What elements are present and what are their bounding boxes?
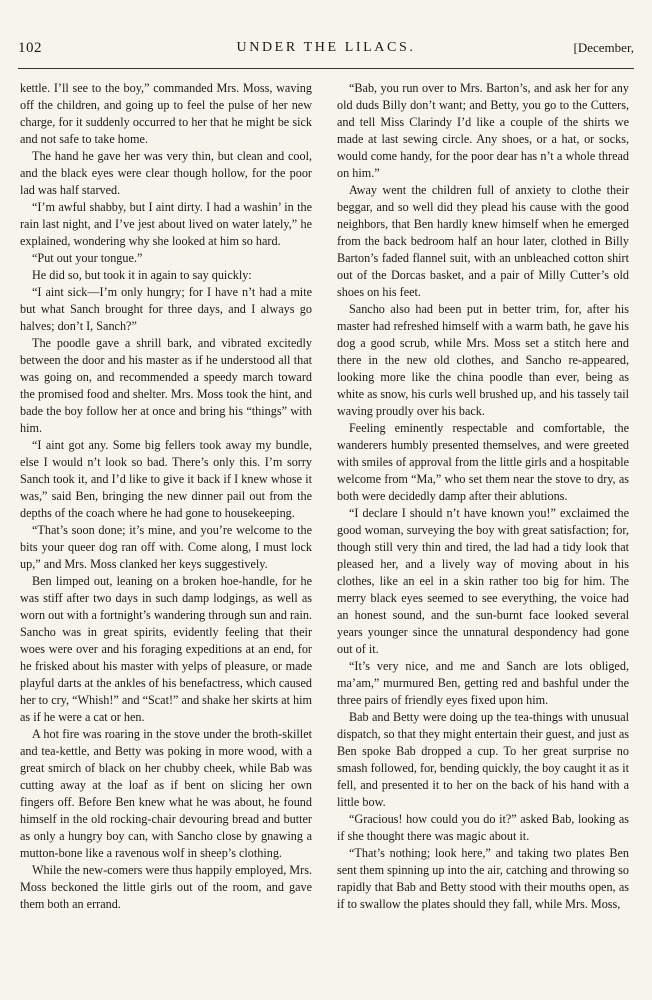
paragraph: kettle. I’ll see to the boy,” commanded Mrs. Moss, waving off the children, and going up to feel the pulse of her new charge, for it suddenly occurred to her that he might be sick and not safe to take home.: [20, 81, 312, 146]
running-title: UNDER THE LILACS.: [236, 40, 416, 55]
paragraph: He did so, but took it in again to say quickly:: [32, 268, 252, 282]
paragraph: “I aint got any. Some big fellers took away my bundle, else I would n’t look so bad. There’s only this. I’m sorry Sanch took it, and I’d like to give it back if I knew whose it was,” said Ben, bringing the new dinner pail out from the depths of the coach where he had gone to housekeeping.: [20, 438, 312, 520]
issue-month: [December,: [573, 40, 634, 55]
left-column: [20, 80, 312, 913]
paragraph: Ben limped out, leaning on a broken hoe-handle, for he was stiff after two days in such damp lodgings, as well as worn out with a fortnight’s wandering through sun and rain. Sancho was in great spirits, evidently feeling that their woes were over and his foraging expeditions at an end, for he frisked about his master with yelps of pleasure, or made playful darts at the ankles of his benefactress, which caused her to cry, “Whish!” and “Scat!” and shake her skirts at him as if he were a cat or hen.: [20, 574, 312, 724]
paragraph: The poodle gave a shrill bark, and vibrated excitedly between the door and his master as if he understood all that was going on, and recommended a speedy march toward the promised food and shelter. Mrs. Moss took the hint, and bade the boy follow her at once and bring his “things” with him.: [20, 336, 312, 435]
paragraph: The hand he gave her was very thin, but clean and cool, and the black eyes were clear though hollow, for the poor lad was half starved.: [20, 149, 312, 197]
paragraph: Bab and Betty were doing up the tea-things with unusual dispatch, so that they might entertain their guest, and just as Ben spoke Bab dropped a cup. To her great surprise no smash followed, for, bending quickly, the boy caught it as it fell, and presented it to her on the back of his hand with a little bow.: [337, 710, 629, 809]
paragraph: Sancho also had been put in better trim, for, after his master had refreshed himself with a warm bath, he gave his dog a good scrub, while Mrs. Moss set a stitch here and there in the new old clothes, and Sancho re-appeared, looking more like the china poodle than ever, being as white as snow, his curls well brushed up, and his tassely tail waving proudly over his back.: [337, 302, 630, 418]
paragraph: “It’s very nice, and me and Sanch are lots obliged, ma’am,” murmured Ben, getting red and bashful under the three pairs of friendly eyes fixed upon him.: [337, 659, 629, 707]
paragraph: “I’m awful shabby, but I aint dirty. I had a washin’ in the rain last night, and I’ve jest about lived on water lately,” he explained, wondering why she looked at him so hard.: [20, 200, 312, 248]
right-column: [337, 80, 629, 913]
paragraph: Feeling eminently respectable and comfortable, the wanderers humbly presented themselves, and were greeted with smiles of approval from the little girls and a hospitable welcome from “Ma,” who set them near the stove to dry, as both were decidedly damp after their ablutions.: [337, 421, 629, 503]
header-rule: [18, 68, 634, 69]
paragraph: “Gracious! how could you do it?” asked Bab, looking as if she thought there was magic about it.: [337, 812, 629, 843]
paragraph: While the new-comers were thus happily employed, Mrs. Moss beckoned the little girls out of the room, and gave them both an errand.: [20, 863, 312, 911]
paragraph: Away went the children full of anxiety to clothe their beggar, and so well did they plead his cause with the good neighbors, that Ben hardly knew himself when he emerged from the back bedroom half an hour later, clothed in Billy Barton’s faded flannel suit, with an unbleached cotton shirt out of the Dorcas basket, and a pair of Milly Cutter’s old shoes on his feet.: [337, 183, 629, 299]
paragraph: “I aint sick—I’m only hungry; for I have n’t had a mite but what Sanch brought for three days, and I always go halves; don’t I, Sanch?”: [20, 285, 312, 333]
paragraph: “I declare I should n’t have known you!” exclaimed the good woman, surveying the boy with great satisfaction; for, though still very thin and tired, the lad had a tidy look that pleased her, and a lively way of moving about in his clothes, like an eel in a skin rather too big for him. The merry black eyes seemed to see everything, the voice had an honest sound, and the sun-burnt face looked several years younger since the unnatural despondency had gone out of it.: [337, 506, 629, 656]
page-number: 102: [18, 40, 42, 56]
paragraph: A hot fire was roaring in the stove under the broth-skillet and tea-kettle, and Betty was poking in more wood, with a great smirch of black on her chubby cheek, while Bab was cutting away at the loaf as if bent on slicing her own fingers off. Before Ben knew what he was about, he found himself in the old rocking-chair devouring bread and butter as only a hungry boy can, with Sancho close by gnawing a mutton-bone like a ravenous wolf in sheep’s clothing.: [20, 727, 312, 860]
paragraph: “Bab, you run over to Mrs. Barton’s, and ask her for any old duds Billy don’t want; and Betty, you go to the Cutters, and tell Miss Clarindy I’d like a couple of the shirts we made at last sewing circle. Any shoes, or a hat, or socks, would come handy, for the poor dear has n’t a whole thread on him.”: [337, 81, 629, 180]
paragraph: “That’s nothing; look here,” and taking two plates Ben sent them spinning up into the air, catching and throwing so rapidly that Bab and Betty stood with their mouths open, as if to swallow the plates should they fall, while Mrs. Moss,: [337, 846, 629, 911]
paragraph: “That’s soon done; it’s mine, and you’re welcome to the bits your queer dog ran off with. Come along, I must lock up,” and Mrs. Moss clanked her keys suggestively.: [20, 523, 312, 571]
page-header: [18, 40, 634, 64]
paragraph: “Put out your tongue.”: [32, 251, 143, 265]
